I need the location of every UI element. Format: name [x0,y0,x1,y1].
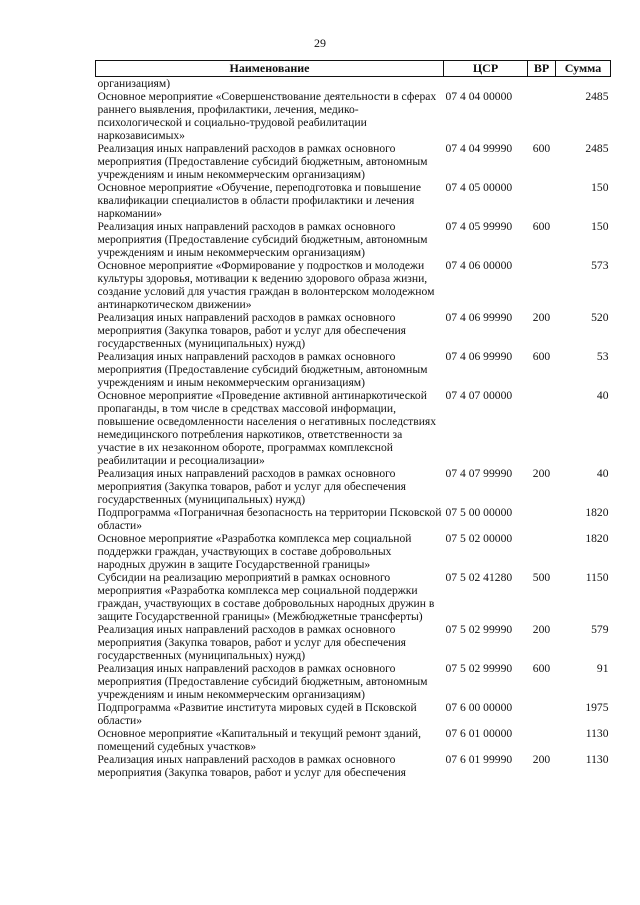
row-name: Реализация иных направлений расходов в рамках основного мероприятия (Предоставление субсидий бюджетным, автономным учреждениям и иным некоммерческим организациям) [97,662,428,701]
row-name: Подпрограмма «Развитие института мировых судей в Псковской области» [97,701,417,727]
row-csr: 07 4 06 99990 [445,311,513,324]
table-row [96,311,611,350]
row-name: Реализация иных направлений расходов в рамках основного мероприятия (Предоставление субсидий бюджетным, автономным учреждениям и иным некоммерческим организациям) [97,142,428,181]
table-row [96,259,611,311]
row-sum: 2485 [585,142,609,155]
table-row [96,532,611,571]
row-name: Реализация иных направлений расходов в рамках основного мероприятия (Закупка товаров, работ и услуг для обеспечения государственных (муниципальных) нужд) [97,467,406,506]
row-csr: 07 5 02 99990 [445,662,513,675]
page-number: 29 [314,36,326,50]
row-csr: 07 6 00 00000 [445,701,513,714]
row-vr [528,90,556,142]
table-row [96,90,611,142]
row-csr: 07 4 04 00000 [445,90,513,103]
header-vr: ВР [528,61,556,77]
table-row [96,753,611,779]
row-name: Реализация иных направлений расходов в рамках основного мероприятия (Закупка товаров, работ и услуг для обеспечения государственных (муниципальных) нужд) [97,311,406,350]
table-row [96,181,611,220]
row-sum: 1975 [585,701,609,714]
row-vr [528,506,556,532]
table-header-row [96,61,611,77]
header-name: Наименование [96,61,444,77]
row-vr: 500 [532,571,551,584]
row-sum: 520 [591,311,609,324]
row-csr: 07 5 02 41280 [445,571,513,584]
header-sum: Сумма [556,61,611,77]
row-sum: 1820 [585,506,609,519]
budget-table [95,60,611,779]
row-sum: 1130 [585,727,609,740]
row-vr: 600 [532,220,551,233]
row-vr [528,701,556,727]
row-vr: 600 [532,142,551,155]
row-csr: 07 4 05 00000 [445,181,513,194]
row-sum: 1150 [585,571,609,584]
table-row [96,350,611,389]
row-sum: 2485 [585,90,609,103]
row-name: Реализация иных направлений расходов в рамках основного мероприятия (Предоставление субсидий бюджетным, автономным учреждениям и иным некоммерческим организациям) [97,350,428,389]
table-row [96,662,611,701]
row-sum: 150 [591,220,609,233]
row-csr: 07 5 02 99990 [445,623,513,636]
row-sum: 40 [596,389,609,402]
row-sum: 1820 [585,532,609,545]
row-vr [528,259,556,311]
table-row [96,701,611,727]
row-vr: 600 [532,350,551,363]
row-vr [528,77,556,91]
row-csr: 07 4 05 99990 [445,220,513,233]
row-vr [528,389,556,467]
row-sum: 53 [596,350,609,363]
header-csr: ЦСР [444,61,528,77]
row-vr [528,727,556,753]
row-sum: 1130 [585,753,609,766]
row-csr: 07 5 00 00000 [445,506,513,519]
row-name: организациям) [97,77,171,90]
row-csr: 07 4 06 99990 [445,350,513,363]
row-sum: 579 [591,623,609,636]
row-sum: 573 [591,259,609,272]
row-vr: 600 [532,662,551,675]
row-vr: 200 [532,753,551,766]
row-csr: 07 4 04 99990 [445,142,513,155]
row-vr [528,181,556,220]
row-vr: 200 [532,467,551,480]
table-row [96,571,611,623]
row-csr: 07 4 07 99990 [445,467,513,480]
row-name: Подпрограмма «Пограничная безопасность на территории Псковской области» [97,506,442,532]
table-body [96,77,611,780]
row-csr: 07 4 07 00000 [445,389,513,402]
row-csr: 07 6 01 99990 [445,753,513,766]
table-row [96,220,611,259]
row-sum: 150 [591,181,609,194]
row-sum: 40 [596,467,609,480]
row-name: Основное мероприятие «Формирование у подростков и молодежи культуры здоровья, мотивации к ведению здорового образа жизни, создание условий для участия граждан в волонтерском молодежном антинаркотическом движении» [97,259,435,311]
row-csr: 07 5 02 00000 [445,532,513,545]
row-csr: 07 4 06 00000 [445,259,513,272]
row-vr: 200 [532,311,551,324]
row-vr: 200 [532,623,551,636]
row-name: Реализация иных направлений расходов в рамках основного мероприятия (Закупка товаров, работ и услуг для обеспечения [97,753,406,779]
table-row [96,389,611,467]
row-name: Субсидии на реализацию мероприятий в рамках основного мероприятия «Разработка комплекса мер социальной поддержки граждан, участвующих в составе добровольных народных дружин в защите Государственной границы» (Межбюджетные трансферты) [97,571,435,623]
row-vr [528,532,556,571]
table-row [96,467,611,506]
table-row [96,142,611,181]
row-sum: 91 [596,662,609,675]
table-row [96,77,611,91]
table-row [96,623,611,662]
row-csr [444,77,528,91]
row-name: Основное мероприятие «Обучение, переподготовка и повышение квалификации специалистов в области профилактики и лечения наркомании» [97,181,422,220]
row-name: Основное мероприятие «Разработка комплекса мер социальной поддержки граждан, участвующих в составе добровольных народных дружин в защите Государственной границы» [97,532,412,571]
row-name: Основное мероприятие «Капитальный и текущий ремонт зданий, помещений судебных участков» [97,727,422,753]
row-name: Реализация иных направлений расходов в рамках основного мероприятия (Закупка товаров, работ и услуг для обеспечения государственных (муниципальных) нужд) [97,623,406,662]
row-sum [556,77,611,91]
row-name: Основное мероприятие «Совершенствование деятельности в сферах раннего выявления, профилактики, лечения, медико-психологической и социально-трудовой реабилитации наркозависимых» [97,90,437,142]
table-row [96,727,611,753]
row-csr: 07 6 01 00000 [445,727,513,740]
table-row [96,506,611,532]
row-name: Реализация иных направлений расходов в рамках основного мероприятия (Предоставление субсидий бюджетным, автономным учреждениям и иным некоммерческим организациям) [97,220,428,259]
row-name: Основное мероприятие «Проведение активной антинаркотической пропаганды, в том числе в средствах массовой информации, повышение осведомленности населения о негативных последствиях немедицинского потребления наркотиков, ответственности за участие в их незаконном обороте, программах комплексной реабилитации и ресоциализации» [97,389,437,467]
